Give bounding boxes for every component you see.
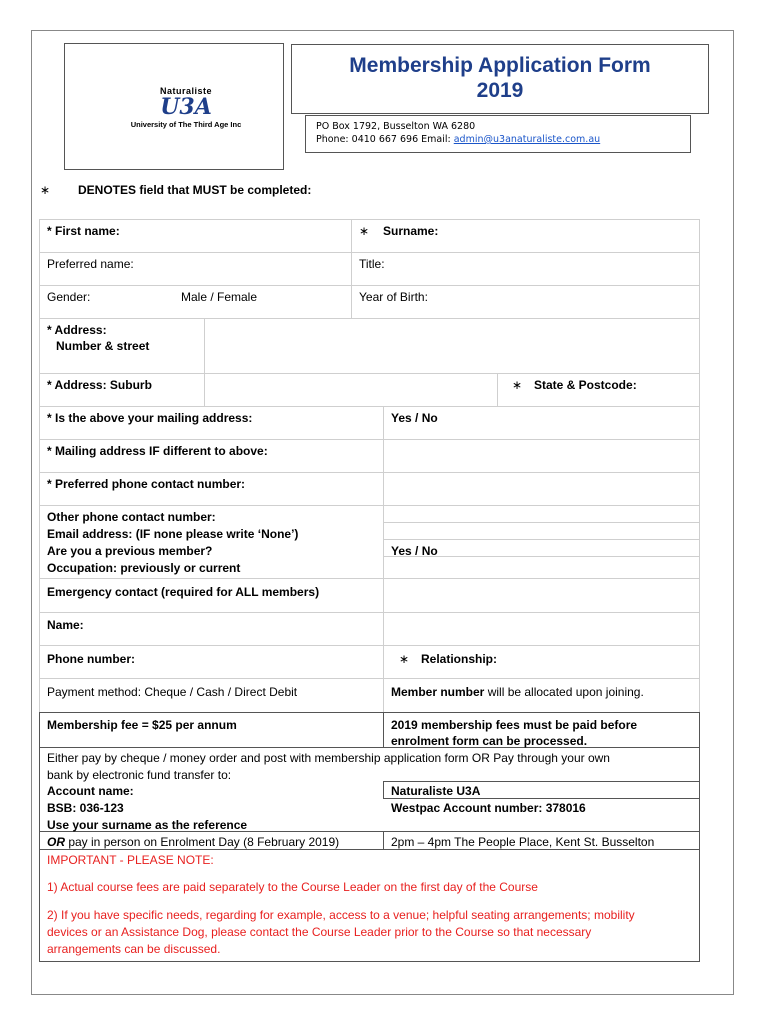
u3a-logo	[111, 86, 261, 129]
relationship-field[interactable]	[392, 649, 497, 667]
grid-line	[204, 318, 205, 406]
grid-line	[39, 472, 699, 473]
important-note-2-line-1: 2) If you have specific needs, regarding for example, access to a venue; helpful seating arrangements; mobility	[47, 908, 635, 922]
required-asterisk-icon: ∗	[359, 224, 370, 238]
in-person-text: pay in person on Enrolment Day (8 February 2019)	[65, 835, 340, 849]
bsb-label: BSB: 036-123	[47, 801, 124, 815]
fee-note	[384, 715, 637, 749]
title-line-2: 2019	[476, 79, 524, 102]
grid-line	[39, 285, 699, 286]
grid-line	[39, 373, 699, 374]
email-address-label: Email address: (IF none please write ‘None’)	[47, 527, 299, 541]
logo-mark: U3A	[160, 94, 212, 120]
previous-member-label: Are you a previous member?	[47, 544, 213, 558]
important-note-1: 1) Actual course fees are paid separately to the Course Leader on the first day of the Course	[47, 880, 538, 894]
address-label-line-2: Number & street	[56, 339, 150, 353]
grid-line	[39, 612, 699, 613]
member-number-rest: will be allocated upon joining.	[484, 685, 644, 699]
pay-line-1: Either pay by cheque / money order and post with membership application form OR Pay through your own	[47, 751, 610, 765]
logo-name: Naturaliste	[159, 86, 213, 96]
grid-line	[497, 373, 498, 406]
member-number-note	[384, 682, 644, 700]
grid-line	[39, 252, 699, 253]
email-link[interactable]: admin@u3anaturaliste.com.au	[453, 134, 601, 145]
bank-details-left	[40, 781, 247, 834]
grid-line	[39, 318, 699, 319]
account-number: Westpac Account number: 378016	[391, 801, 586, 815]
grid-line	[39, 406, 699, 407]
contact-box	[305, 115, 691, 153]
grid-line	[39, 219, 699, 220]
other-phone-label: Other phone contact number:	[47, 510, 216, 524]
preferred-name-label: Preferred name:	[47, 257, 134, 271]
first-name-label: * First name:	[47, 224, 120, 238]
grid-line	[39, 439, 699, 440]
phone-label: Phone: 0410 667 696 Email:	[316, 134, 454, 145]
grid-line	[39, 505, 699, 506]
year-of-birth-label: Year of Birth:	[359, 290, 428, 304]
postal-address: PO Box 1792, Busselton WA 6280	[316, 121, 476, 132]
fee-note-line-1: 2019 membership fees must be paid before	[391, 718, 638, 732]
emergency-name-label: Name:	[47, 618, 84, 632]
required-asterisk-icon: ∗	[512, 378, 523, 392]
fee-note-line-2: enrolment form can be processed.	[391, 734, 588, 748]
required-asterisk-icon: ∗	[40, 183, 51, 197]
phone-email-line	[316, 133, 690, 146]
form-title	[291, 44, 709, 114]
mailing-question-label: * Is the above your mailing address:	[47, 411, 253, 425]
or-word: OR	[47, 835, 65, 849]
required-note-text: DENOTES field that MUST be completed:	[78, 183, 312, 197]
title-line-1: Membership Application Form	[349, 54, 651, 77]
surname-reference-label: Use your surname as the reference	[47, 818, 248, 832]
grid-line	[39, 578, 699, 579]
membership-fee-label: Membership fee = $25 per annum	[47, 718, 237, 732]
required-asterisk-icon: ∗	[399, 652, 410, 666]
preferred-phone-label: * Preferred phone contact number:	[47, 477, 246, 491]
surname-label: Surname:	[383, 224, 439, 238]
previous-member-yes-no[interactable]: Yes / No	[391, 544, 438, 558]
mailing-yes-no[interactable]: Yes / No	[391, 411, 438, 425]
grid-line	[699, 219, 700, 747]
payment-instructions	[40, 748, 610, 784]
state-postcode-label: State & Postcode:	[534, 378, 637, 392]
account-name-value: Naturaliste U3A	[391, 784, 481, 798]
suburb-label: * Address: Suburb	[47, 378, 152, 392]
surname-field[interactable]	[352, 221, 438, 239]
address-label-line-1: * Address:	[47, 323, 107, 337]
emergency-phone-label: Phone number:	[47, 652, 136, 666]
grid-line	[39, 712, 699, 713]
logo-subtitle: University of The Third Age Inc	[130, 120, 242, 129]
important-heading: IMPORTANT - PLEASE NOTE:	[47, 853, 214, 867]
required-note	[40, 183, 311, 197]
account-name-label: Account name:	[47, 784, 134, 798]
grid-line	[39, 961, 699, 962]
important-note-2	[40, 905, 635, 958]
pay-line-2: bank by electronic fund transfer to:	[47, 768, 232, 782]
in-person-time: 2pm – 4pm The People Place, Kent St. Busselton	[391, 835, 655, 849]
address-label	[40, 320, 149, 354]
bank-details-right	[384, 781, 586, 817]
state-postcode-field[interactable]	[505, 375, 637, 393]
title-label: Title:	[359, 257, 385, 271]
contact-block	[40, 507, 298, 577]
relationship-label: Relationship:	[421, 652, 498, 666]
grid-line	[383, 539, 699, 540]
important-note-2-line-3: arrangements can be discussed.	[47, 942, 221, 956]
payment-method-label: Payment method: Cheque / Cash / Direct Debit	[47, 685, 298, 699]
grid-line	[39, 678, 699, 679]
grid-line	[383, 522, 699, 523]
grid-line	[699, 712, 700, 962]
in-person-payment	[40, 832, 339, 850]
logo-box	[64, 43, 284, 170]
important-note-2-line-2: devices or an Assistance Dog, please contact the Course Leader prior to the Course so that necessary	[47, 925, 592, 939]
grid-line	[383, 406, 384, 712]
gender-label: Gender:	[47, 290, 91, 304]
mailing-different-label: * Mailing address IF different to above:	[47, 444, 268, 458]
gender-options[interactable]: Male / Female	[181, 290, 258, 304]
emergency-contact-label: Emergency contact (required for ALL members)	[47, 585, 320, 599]
grid-line	[39, 645, 699, 646]
occupation-label: Occupation: previously or current	[47, 561, 241, 575]
member-number-bold: Member number	[391, 685, 485, 699]
